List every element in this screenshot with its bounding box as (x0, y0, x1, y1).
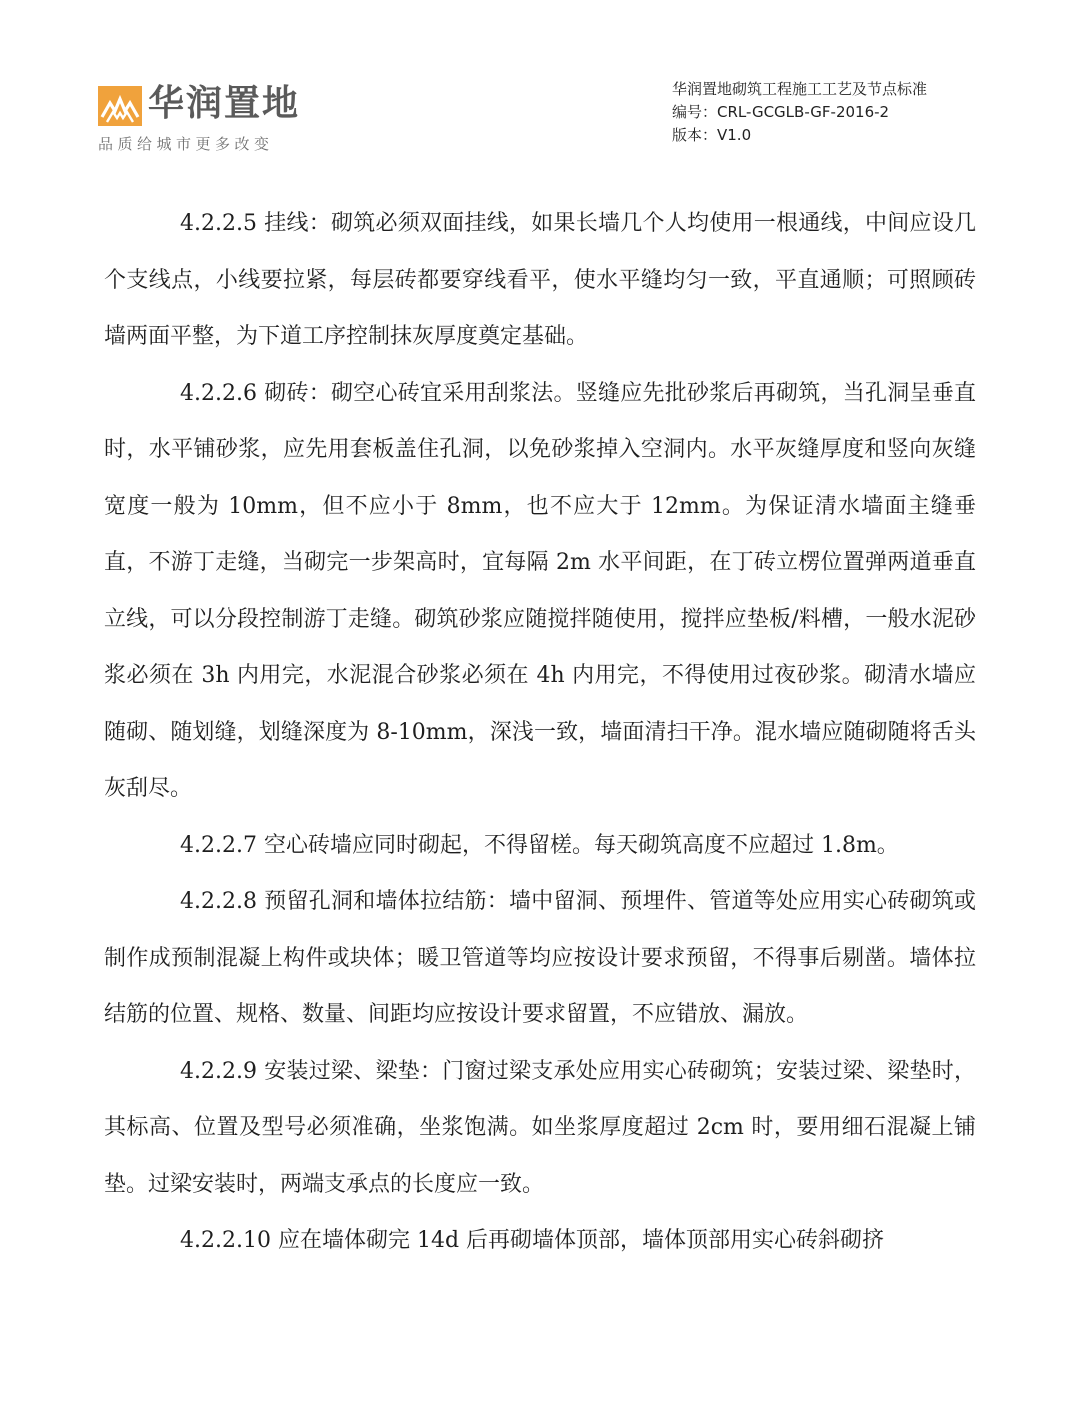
paragraph-4-2-2-5: 4.2.2.5 挂线：砌筑必须双面挂线，如果长墙几个人均使用一根通线，中间应设几个支线点，小线要拉紧，每层砖都要穿线看平，使水平缝均匀一致，平直通顺；可照顾砖墙两面平整，为下道工序控制抹灰厚度奠定基础。 (104, 211, 976, 349)
paragraph-4-2-2-8: 4.2.2.8 预留孔洞和墙体拉结筋：墙中留洞、预埋件、管道等处应用实心砖砌筑或制作成预制混凝上构件或块体；暖卫管道等均应按设计要求预留，不得事后剔凿。墙体拉结筋的位置、规格、数量、间距均应按设计要求留置，不应错放、漏放。 (104, 889, 976, 1027)
document-version: 版本：V1.0 (672, 126, 752, 144)
document-title: 华润置地砌筑工程施工工艺及节点标准 (672, 80, 928, 98)
document-meta (672, 78, 927, 147)
paragraph-4-2-2-7: 4.2.2.7 空心砖墙应同时砌起，不得留槎。每天砌筑高度不应超过 1.8m。 (180, 832, 899, 858)
paragraph-4-2-2-9: 4.2.2.9 安装过梁、梁垫：门窗过梁支承处应用实心砖砌筑；安装过梁、梁垫时，其标高、位置及型号必须准确，坐浆饱满。如坐浆厚度超过 2cm 时，要用细石混凝上铺垫。过梁安装时，两端支承点的长度应一致。 (104, 1058, 976, 1197)
paragraph-4-2-2-10: 4.2.2.10 应在墙体砌完 14d 后再砌墙体顶部，墙体顶部用实心砖斜砌挤 (180, 1228, 885, 1253)
cr-land-logo-icon (98, 86, 142, 126)
document-body (104, 196, 976, 1270)
brand-slogan: 品质给城市更多改变 (98, 135, 274, 153)
paragraph-4-2-2-6: 4.2.2.6 砌砖：砌空心砖宜采用刮浆法。竖缝应先批砂浆后再砌筑，当孔洞呈垂直时，水平铺砂浆，应先用套板盖住孔洞，以免砂浆掉入空洞内。水平灰缝厚度和竖向灰缝宽度一般为 10mm，但不应小于 8mm，也不应大于 12mm。为保证清水墙面主缝垂直，不游丁走缝，当砌完一步架高时，宜每隔 2m 水平间距，在丁砖立楞位置弹两道垂直立线，可以分段控制游丁走缝。砌筑砂浆应随搅拌随使用，搅拌应垫板/料槽，一般水泥砂浆必须在 3h 内用完，水泥混合砂浆必须在 4h 内用完，不得使用过夜砂浆。砌清水墙应随砌、随划缝，划缝深度为 8-10mm，深浅一致，墙面清扫干净。混水墙应随砌随将舌头灰刮尽。 (104, 380, 976, 801)
document-number: 编号：CRL-GCGLB-GF-2016-2 (672, 103, 890, 121)
brand-name: 华润置地 (148, 83, 301, 124)
page-header (0, 0, 1080, 170)
